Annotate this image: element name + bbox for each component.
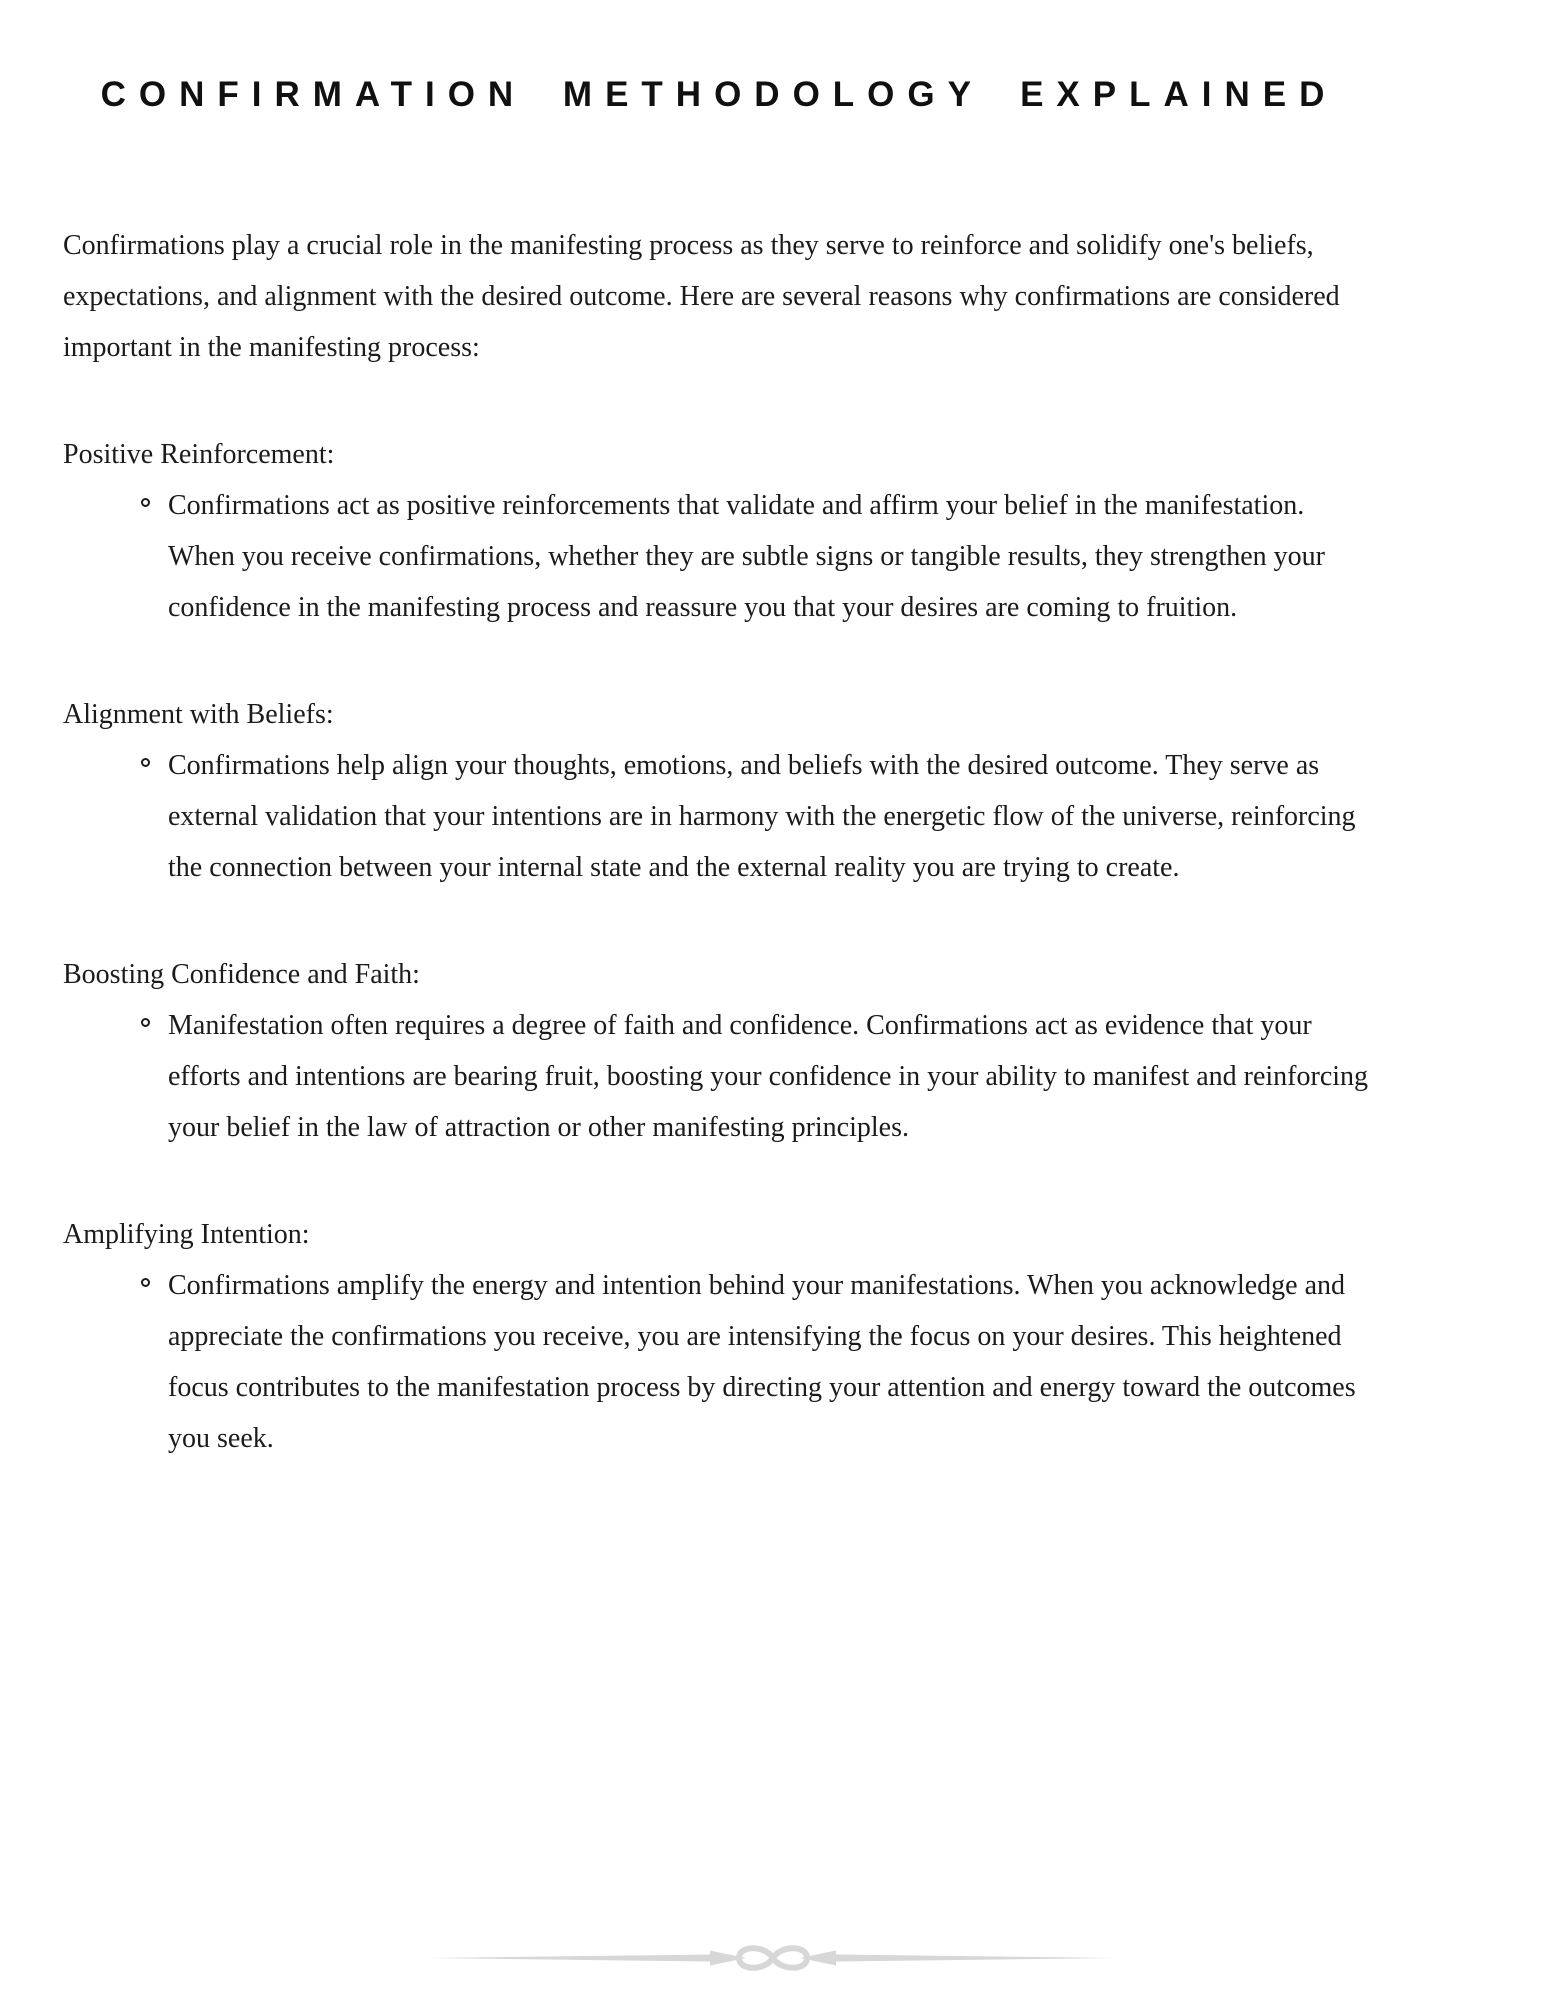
section-heading: Positive Reinforcement:	[63, 439, 335, 470]
section-heading: Boosting Confidence and Faith:	[63, 959, 420, 990]
section-heading: Amplifying Intention:	[63, 1219, 310, 1250]
bullet-list	[63, 1260, 1375, 1464]
bullet-item	[168, 480, 1375, 633]
bullet-list	[63, 480, 1375, 633]
footer-divider	[0, 1936, 1545, 1980]
intro-paragraph: Confirmations play a crucial role in the manifesting process as they serve to reinforce and solidify one's beliefs, expectations, and alignment with the desired outcome. Here are several reasons why confirmations are considered important in the manifesting process:	[63, 230, 1340, 363]
bullet-item	[168, 740, 1375, 893]
bullet-list	[63, 740, 1375, 893]
section-alignment-with-beliefs	[63, 689, 1375, 893]
divider-ornament	[428, 1936, 1118, 1980]
bullet-circle-icon	[141, 498, 150, 507]
bullet-circle-icon	[141, 758, 150, 767]
bullet-item	[168, 1260, 1375, 1464]
section-positive-reinforcement	[63, 429, 1375, 633]
bullet-text: Confirmations amplify the energy and intention behind your manifestations. When you acknowledge and appreciate the confirmations you receive, you are intensifying the focus on your desires. This heightened focus contributes to the manifestation process by directing your attention and energy toward the outcomes you seek.	[168, 1270, 1356, 1454]
divider-right-line	[800, 1951, 1116, 1966]
bullet-text: Confirmations act as positive reinforcements that validate and affirm your belief in the manifestation. When you receive confirmations, whether they are subtle signs or tangible results, they strengthen your confidence in the manifesting process and reassure you that your desires are coming to fruition.	[168, 490, 1325, 623]
section-boosting-confidence	[63, 949, 1375, 1153]
bullet-text: Confirmations help align your thoughts, emotions, and beliefs with the desired outcome. They serve as external validation that your intentions are in harmony with the energetic flow of the universe, reinforcing the connection between your internal state and the external reality you are trying to create.	[168, 750, 1356, 883]
section-heading: Alignment with Beliefs:	[63, 699, 334, 730]
infinity-icon	[739, 1948, 807, 1968]
bullet-circle-icon	[141, 1278, 150, 1287]
bullet-circle-icon	[141, 1018, 150, 1027]
bullet-text: Manifestation often requires a degree of faith and confidence. Confirmations act as evidence that your efforts and intentions are bearing fruit, boosting your confidence in your ability to manifest and reinforcing your belief in the law of attraction or other manifesting principles.	[168, 1010, 1369, 1143]
page-title: CONFIRMATION METHODOLOGY EXPLAINED	[100, 75, 1338, 114]
bullet-item	[168, 1000, 1375, 1153]
divider-left-line	[430, 1951, 746, 1966]
bullet-list	[63, 1000, 1375, 1153]
section-amplifying-intention	[63, 1209, 1375, 1464]
